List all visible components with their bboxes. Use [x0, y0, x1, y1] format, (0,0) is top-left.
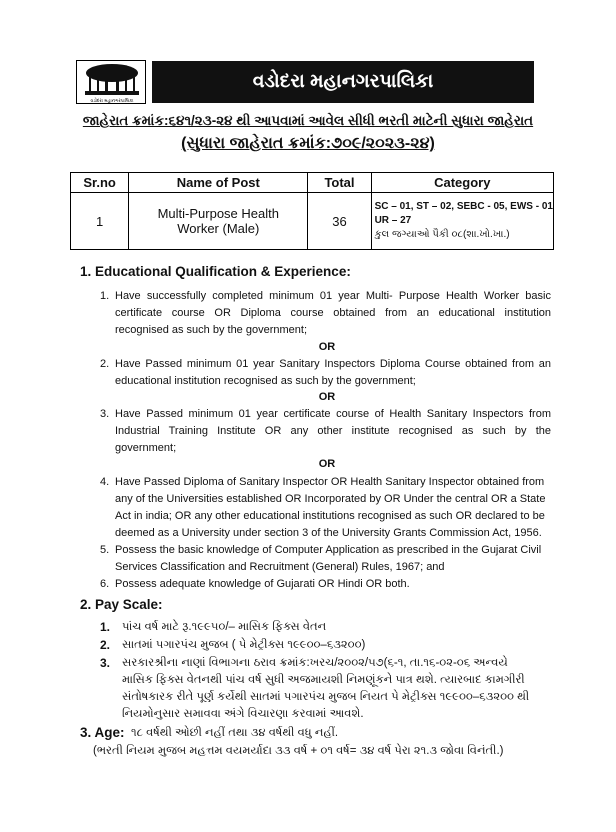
edu-item-5-line2: Services Classification and Recruitment (General) Rules, 1967; and: [115, 561, 445, 573]
edu-item-5-num: 5.: [100, 544, 110, 556]
cell-post: [129, 193, 308, 250]
section-pay-scale-heading: 2. Pay Scale:: [80, 597, 163, 612]
edu-item-3: [115, 406, 551, 457]
category-line3: કુલ જગ્યાઓ પૈકી ૦૮(શા.ખો.ખા.): [374, 229, 510, 240]
pay-item-3-line2: માસિક ફિક્સ વેતનથી પાંચ વર્ષ સુધી અજમાયશી નિમણૂંકને પાત્ર થશે. ત્યારબાદ કામગીરી: [122, 674, 525, 686]
pay-item-1: પાંચ વર્ષ માટે રૂ.૧૯૯૫૦/– માસિક ફિક્સ વેતન: [122, 621, 327, 633]
table-row: [71, 193, 554, 250]
edu-item-1-line1: Have successfully completed minimum 01 year Multi- Purpose Health Worker basic: [115, 290, 551, 302]
edu-item-6: [115, 576, 555, 593]
post-name-line1: Multi-Purpose Health: [157, 206, 279, 221]
pay-item-3-line4: નિયમોનુસાર સમાવવા અંગે વિચારણા કરવામાં આવશે.: [122, 708, 364, 720]
edu-item-4: [115, 474, 555, 542]
edu-item-4-line3: Act in india; OR any other educational institutions recognised as such OR declared to be: [115, 510, 545, 522]
pay-item-2: સાતમાં પગારપંચ મુજબ ( પે મેટ્રીક્સ ૧૯૯૦૦–૬૩૨૦૦): [122, 639, 366, 651]
edu-item-3-line2: Industrial Training Institute OR any other institute recognised as such by the: [115, 425, 551, 437]
edu-item-4-line1: Have Passed Diploma of Sanitary Inspector OR Health Sanitary Inspector obtained from: [115, 476, 545, 488]
pay-item-3: [122, 655, 552, 723]
edu-item-4-line2: any of the Universities established OR Incorporated by OR Under the central OR a State: [115, 493, 546, 505]
edu-item-3-line3: government;: [115, 442, 177, 454]
col-header-srno: Sr.no: [71, 173, 129, 193]
edu-item-4-line4: deemed as a University under section 3 of the University Grants Commission Act, 1956.: [115, 527, 542, 539]
edu-item-6-num: 6.: [100, 578, 110, 590]
pay-item-2-num: 2.: [100, 638, 111, 652]
col-header-total: Total: [308, 173, 371, 193]
edu-item-1-line3: recognised as such by the government;: [115, 324, 308, 336]
or-separator-1: OR: [318, 341, 336, 353]
posts-table: [70, 172, 554, 250]
age-note: (ભરતી નિયમ મુજબ મહત્તમ વયમર્યાદા ૩૩ વર્ષ + ૦૧ વર્ષ= ૩૪ વર્ષ પેરા ૨૧.૩ જોવા વિનંતી.): [93, 745, 504, 757]
category-line1: SC – 01, ST – 02, SEBC - 05, EWS - 01: [374, 201, 553, 212]
or-separator-2: OR: [318, 391, 336, 403]
pay-item-3-num: 3.: [100, 656, 111, 670]
edu-item-3-line1: Have Passed minimum 01 year certificate course of Health Sanitary Inspectors from: [115, 408, 551, 420]
page-header: [76, 60, 534, 104]
notice-subtitle: (સુધારા જાહેરાત ક્રમાંક:૭૦૯/૨૦૨૩-૨૪): [181, 135, 435, 152]
cell-total: 36: [308, 193, 371, 250]
or-separator-3: OR: [318, 458, 336, 470]
edu-item-2-line1: Have Passed minimum 01 year Sanitary Inspectors Diploma Course obtained from an: [115, 358, 551, 370]
post-name-line2: Worker (Male): [177, 221, 260, 236]
edu-item-3-num: 3.: [100, 408, 110, 420]
col-header-category: Category: [371, 173, 553, 193]
notice-title: જાહેરાત ક્રમાંક:૬૪૧/૨૩-૨૪ થી આપવામાં આવેલ સીધી ભરતી માટેની સુધારા જાહેરાત: [82, 113, 534, 128]
edu-item-2-num: 2.: [100, 358, 110, 370]
org-name-banner: વડોદરા મહાનગરપાલિકા: [152, 61, 534, 103]
pay-item-1-num: 1.: [100, 620, 111, 634]
logo-caption: વડોદરા મહાનગરપાલિકા: [90, 99, 134, 104]
age-text: ૧૮ વર્ષથી ઓછી નહીં તથા ૩૪ વર્ષથી વધુ નહીં.: [131, 727, 339, 739]
section-education-heading: 1. Educational Qualification & Experience:: [80, 264, 351, 279]
section-age-heading: 3. Age:: [80, 725, 125, 740]
cell-category: [371, 193, 553, 250]
edu-item-5-line1: Possess the basic knowledge of Computer Application as prescribed in the Gujarat Civil: [115, 544, 542, 556]
edu-item-4-num: 4.: [100, 476, 110, 488]
edu-item-1-line2: certificate course OR Diploma course obtained from an educational institution: [115, 307, 551, 319]
cell-srno: 1: [71, 193, 129, 250]
vmc-logo: [76, 60, 146, 104]
edu-item-1: [115, 288, 551, 339]
category-line2: UR – 27: [374, 215, 412, 226]
col-header-post: Name of Post: [129, 173, 308, 193]
pay-item-3-line1: સરકારશ્રીના નાણાં વિભાગના ઠરાવ ક્રમાંક:ખરચ/૨૦૦૨/૫૭(૬-૧, તા.૧૬-૦૨-૦૬ અન્વયે: [122, 657, 508, 669]
edu-item-2: [115, 356, 551, 390]
edu-item-1-num: 1.: [100, 290, 110, 302]
edu-item-6-line1: Possess adequate knowledge of Gujarati OR Hindi OR both.: [115, 578, 410, 590]
pay-item-3-line3: સંતોષકારક રીતે પૂર્ણ કર્યેથી સાતમાં પગારપંચ મુજબ નિયત પે મેટ્રીક્સ ૧૯૯૦૦–૬૩૨૦૦ થી: [122, 691, 530, 703]
table-header-row: [71, 173, 554, 193]
edu-item-5: [115, 542, 555, 576]
edu-item-2-line2: educational institution recognised as such by the government;: [115, 375, 416, 387]
